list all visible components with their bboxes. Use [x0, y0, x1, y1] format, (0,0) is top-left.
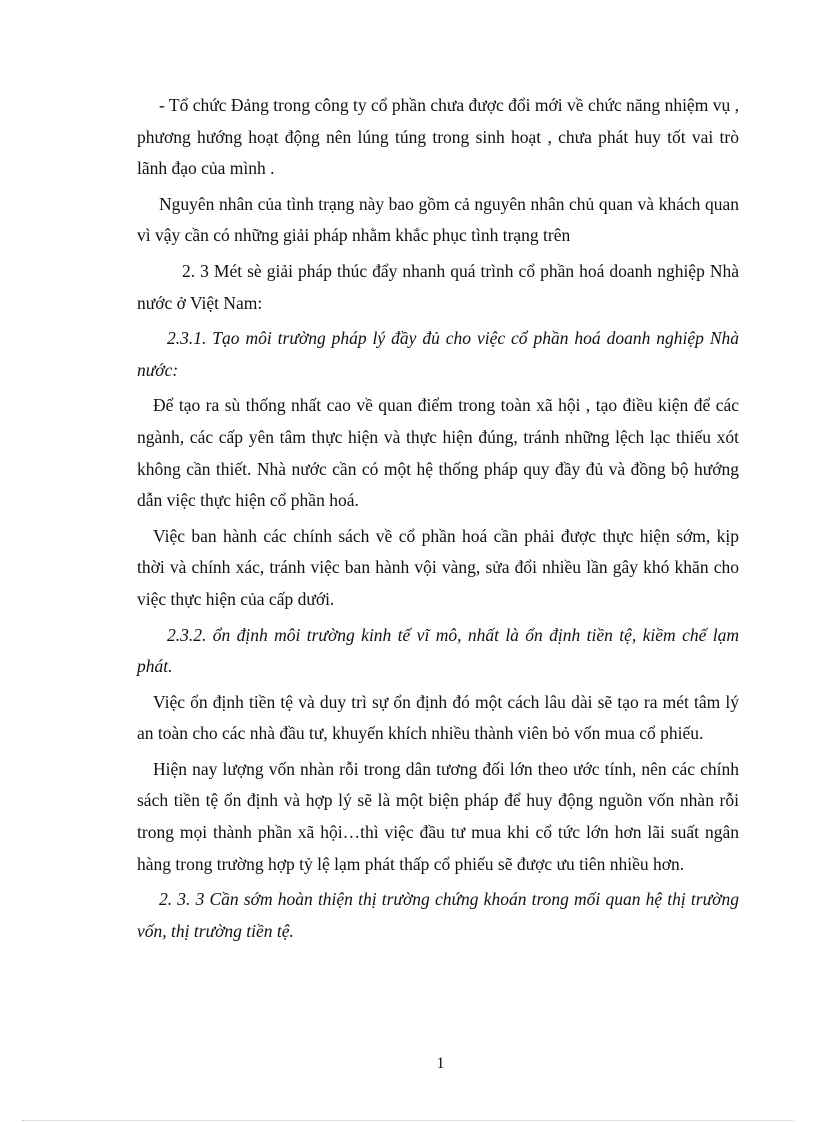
paragraph-causes: Nguyên nhân của tình trạng này bao gồm cả nguyên nhân chủ quan và khách quan vì vậy cần có những giải pháp nhằm khắc phục tình trạng trên: [137, 193, 739, 246]
paragraph-idle-capital: Hiện nay lượng vốn nhàn rỗi trong dân tương đối lớn theo ước tính, nên các chính sách tiền tệ ổn định và hợp lý sẽ là một biện pháp để huy động nguồn vốn nhàn rỗi trong mọi thành phần xã hội…thì việc đầu tư mua khi cổ tức lớn hơn lãi suất ngân hàng trong trường hợp tỷ lệ lạm phát thấp cổ phiếu sẽ được ưu tiên nhiều hơn.: [137, 758, 739, 874]
paragraph-legal-framework: Để tạo ra sù thống nhất cao về quan điểm trong toàn xã hội , tạo điều kiện để các ngành, các cấp yên tâm thực hiện và thực hiện đúng, tránh những lệch lạc thiếu xót không cần thiết. Nhà nước cần có một hệ thống pháp quy đầy đủ và đồng bộ hướng dẫn việc thực hiện cổ phần hoá.: [137, 395, 739, 511]
section-heading-2-3: 2. 3 Mét sè giải pháp thúc đẩy nhanh quá trình cổ phần hoá doanh nghiệp Nhà nước ở Việt Nam:: [137, 260, 739, 313]
paragraph-currency-stability: Việc ổn định tiền tệ và duy trì sự ổn định đó một cách lâu dài sẽ tạo ra mét tâm lý an toàn cho các nhà đầu tư, khuyến khích nhiều thành viên bỏ vốn mua cổ phiếu.: [137, 691, 739, 744]
paragraph-party-organization: - Tổ chức Đảng trong công ty cổ phần chưa được đổi mới về chức năng nhiệm vụ , phương hướng hoạt động nên lúng túng trong sinh hoạt , chưa phát huy tốt vai trò lãnh đạo của mình .: [137, 95, 739, 179]
document-body: [137, 90, 739, 951]
subsection-heading-2-3-2: 2.3.2. ổn định môi trường kinh tế vĩ mô, nhất là ổn định tiền tệ, kiềm chế lạm phát.: [137, 624, 739, 677]
page-number: 1: [436, 1055, 445, 1072]
subsection-heading-2-3-3: 2. 3. 3 Cần sớm hoàn thiện thị trường chứng khoán trong mối quan hệ thị trường vốn, thị trường tiền tệ.: [137, 889, 739, 941]
subsection-heading-2-3-1: 2.3.1. Tạo môi trường pháp lý đầy đủ cho việc cổ phần hoá doanh nghiệp Nhà nước:: [137, 328, 739, 380]
page-bottom-divider: [22, 1120, 794, 1121]
paragraph-policy-issuance: Việc ban hành các chính sách về cổ phần hoá cần phải được thực hiện sớm, kịp thời và chính xác, tránh việc ban hành vội vàng, sửa đổi nhiều lần gây khó khăn cho việc thực hiện của cấp dưới.: [137, 525, 739, 609]
